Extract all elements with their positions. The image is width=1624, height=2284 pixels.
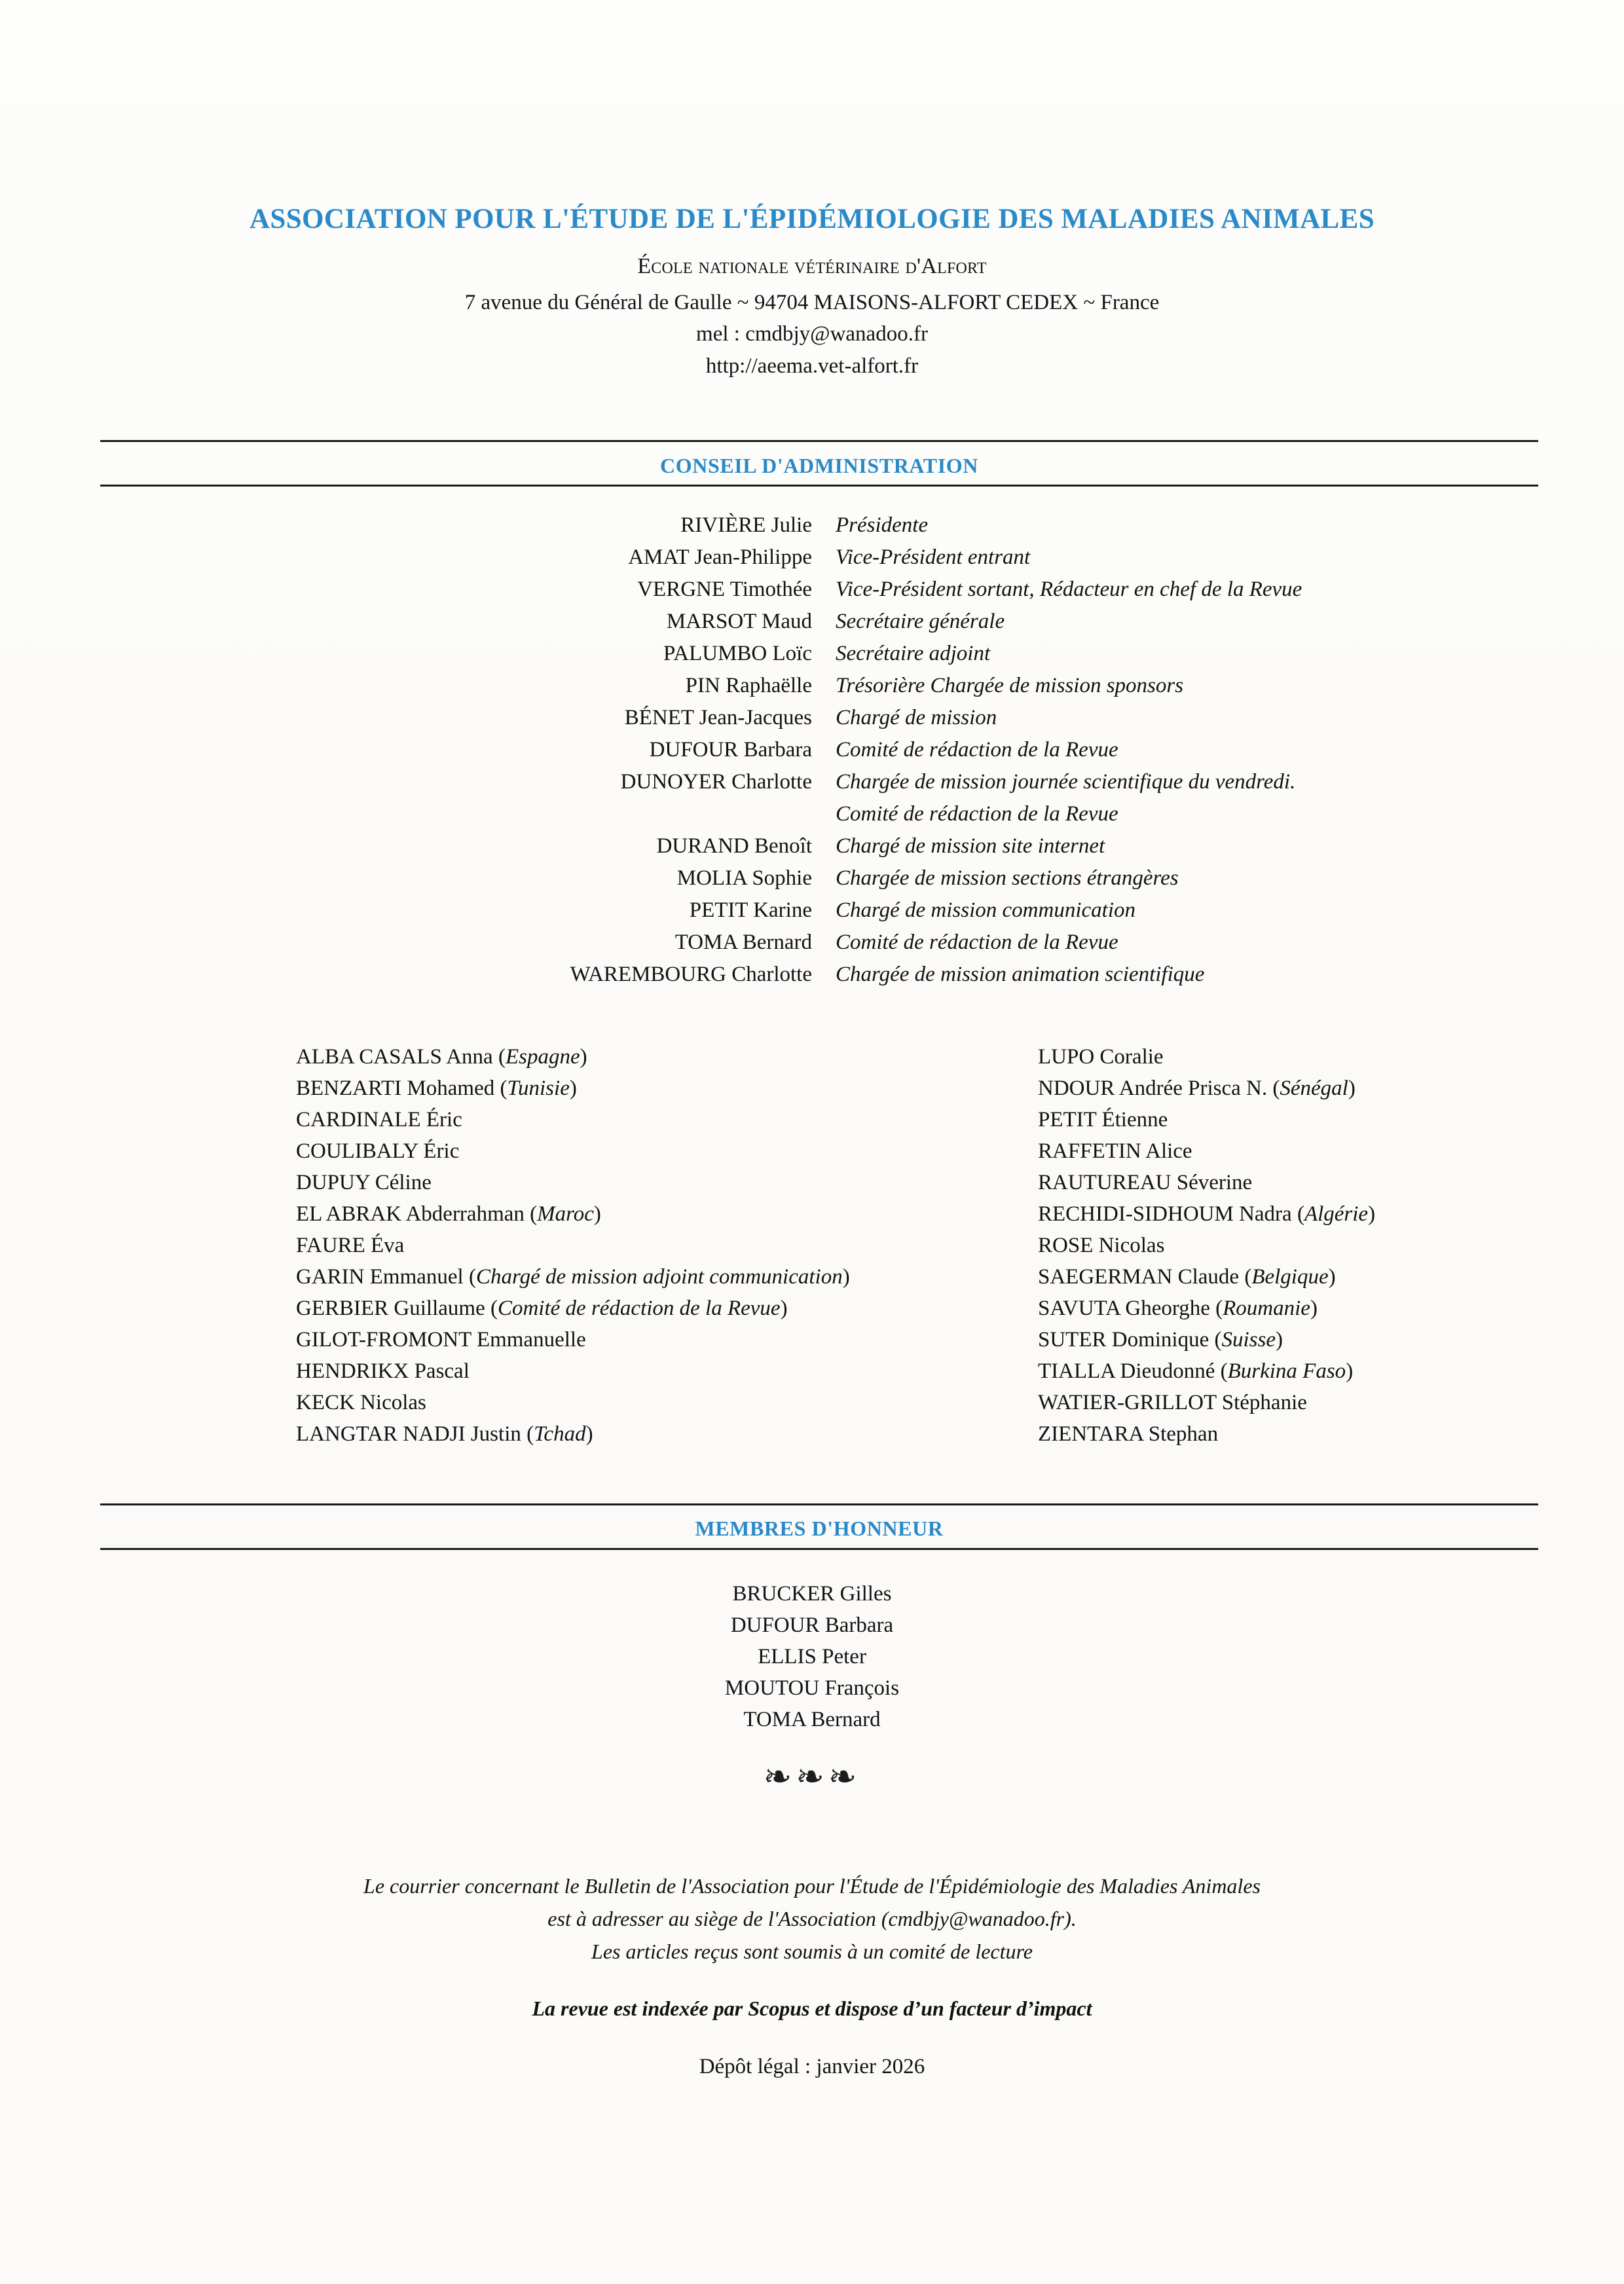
member-note: Espagne: [505, 1045, 580, 1069]
member-list-item: BENZARTI Mohamed (Tunisie): [296, 1077, 577, 1100]
board-member-role: Secrétaire générale: [836, 610, 1005, 633]
member-list-item: [1038, 1387, 1614, 1418]
board-member-name: PALUMBO Loïc: [663, 642, 812, 665]
board-member-role: Chargé de mission communication: [836, 898, 1135, 922]
board-member-name: AMAT Jean-Philippe: [628, 545, 812, 569]
member-list-item: GARIN Emmanuel (Chargé de mission adjoint communication): [296, 1265, 850, 1289]
honour-member-item: ELLIS Peter: [758, 1645, 866, 1668]
members-column-right: [1038, 1041, 1614, 1450]
board-member-role: Comité de rédaction de la Revue: [836, 738, 1118, 762]
member-name: CARDINALE Éric: [296, 1108, 462, 1132]
postal-address: 7 avenue du Général de Gaulle ~ 94704 MAISONS-ALFORT CEDEX ~ France: [464, 291, 1160, 314]
board-member-name: DUFOUR Barbara: [649, 738, 812, 762]
website-url[interactable]: http://aeema.vet-alfort.fr: [705, 354, 919, 378]
board-row: [0, 834, 1624, 866]
member-list-item: [1038, 1104, 1614, 1135]
honour-member-item: TOMA Bernard: [743, 1708, 881, 1731]
member-note: Suisse: [1221, 1328, 1276, 1352]
member-name: RAFFETIN Alice: [1038, 1139, 1192, 1163]
footer-note-line-2: est à adresser au siège de l'Association (cmdbjy@wanadoo.fr).: [547, 1907, 1077, 1930]
member-note: Tunisie: [507, 1077, 570, 1100]
member-list-item: [296, 1167, 1029, 1198]
school-name: École nationale vétérinaire d'Alfort: [637, 254, 987, 278]
organisation-title: ASSOCIATION POUR L'ÉTUDE DE L'ÉPIDÉMIOLOGIE DES MALADIES ANIMALES: [249, 204, 1375, 234]
member-list-item: [1038, 1167, 1614, 1198]
honour-rule-bottom: [100, 1548, 1538, 1550]
member-name: WATIER-GRILLOT Stéphanie: [1038, 1391, 1307, 1414]
footer-note-line-1: Le courrier concernant le Bulletin de l'Association pour l'Étude de l'Épidémiologie des Maladies Animales: [363, 1874, 1261, 1898]
member-list-item: [296, 1135, 1029, 1167]
member-list-item: [1038, 1135, 1614, 1167]
member-name: SAEGERMAN Claude: [1038, 1265, 1240, 1289]
member-name: GILOT-FROMONT Emmanuelle: [296, 1328, 586, 1352]
honour-rule-top: [100, 1503, 1538, 1505]
board-member-role: Comité de rédaction de la Revue: [836, 802, 1118, 826]
member-list-item: SAEGERMAN Claude (Belgique): [1038, 1265, 1336, 1289]
board-member-role: Vice-Président sortant, Rédacteur en chef de la Revue: [836, 578, 1302, 601]
board-member-name: MARSOT Maud: [666, 610, 812, 633]
board-member-name: PIN Raphaëlle: [685, 674, 812, 697]
board-member-name: BÉNET Jean-Jacques: [624, 706, 812, 729]
board-member-name: TOMA Bernard: [674, 930, 812, 954]
member-name: EL ABRAK Abderrahman: [296, 1202, 525, 1226]
member-list-item: EL ABRAK Abderrahman (Maroc): [296, 1202, 601, 1226]
member-list-item: SAVUTA Gheorghe (Roumanie): [1038, 1297, 1318, 1320]
board-member-role: Chargé de mission: [836, 706, 997, 729]
board-row: [0, 866, 1624, 898]
member-name: BENZARTI Mohamed: [296, 1077, 495, 1100]
member-list-item: [296, 1104, 1029, 1135]
member-name: GERBIER Guillaume: [296, 1297, 485, 1320]
member-list-item: NDOUR Andrée Prisca N. (Sénégal): [1038, 1077, 1356, 1100]
member-name: GARIN Emmanuel: [296, 1265, 464, 1289]
member-name: ZIENTARA Stephan: [1038, 1422, 1219, 1446]
board-row: [0, 706, 1624, 738]
member-list-item: [296, 1230, 1029, 1261]
member-list-item: [1038, 1230, 1614, 1261]
member-note: Burkina Faso: [1227, 1359, 1346, 1383]
member-list-item: GERBIER Guillaume (Comité de rédaction de la Revue): [296, 1297, 788, 1320]
board-member-role: Secrétaire adjoint: [836, 642, 991, 665]
board-row: [0, 770, 1624, 802]
honour-member-item: DUFOUR Barbara: [730, 1613, 894, 1637]
member-name: ROSE Nicolas: [1038, 1234, 1165, 1257]
board-rule-bottom: [100, 485, 1538, 487]
board-member-name: RIVIÈRE Julie: [680, 513, 812, 537]
board-member-name: WAREMBOURG Charlotte: [570, 963, 812, 986]
board-row: [0, 802, 1624, 834]
honour-members-list: [0, 1578, 1624, 1735]
board-member-name: DUNOYER Charlotte: [620, 770, 812, 794]
board-member-role: Chargé de mission site internet: [836, 834, 1105, 858]
member-name: TIALLA Dieudonné: [1038, 1359, 1215, 1383]
scopus-indexing-note: La revue est indexée par Scopus et dispose d’un facteur d’impact: [532, 1997, 1092, 2020]
member-name: COULIBALY Éric: [296, 1139, 460, 1163]
board-member-role: Présidente: [836, 513, 929, 537]
board-member-role: Comité de rédaction de la Revue: [836, 930, 1118, 954]
footer-note-line-3: Les articles reçus sont soumis à un comité de lecture: [591, 1940, 1033, 1963]
board-row: [0, 738, 1624, 770]
member-list-item: LANGTAR NADJI Justin (Tchad): [296, 1422, 593, 1446]
member-name: DUPUY Céline: [296, 1171, 432, 1194]
member-name: SUTER Dominique: [1038, 1328, 1209, 1352]
member-note: Sénégal: [1280, 1077, 1348, 1100]
member-name: RECHIDI-SIDHOUM Nadra: [1038, 1202, 1292, 1226]
email-line: mel : cmdbjy@wanadoo.fr: [696, 322, 928, 346]
member-note: Maroc: [537, 1202, 594, 1226]
legal-deposit: Dépôt légal : janvier 2026: [699, 2055, 925, 2078]
member-list-item: SUTER Dominique (Suisse): [1038, 1328, 1283, 1352]
member-name: SAVUTA Gheorghe: [1038, 1297, 1210, 1320]
board-member-role: Chargée de mission journée scientifique du vendredi.: [836, 770, 1296, 794]
honour-member-item: MOUTOU François: [724, 1676, 900, 1700]
board-row: [0, 642, 1624, 674]
member-note: Roumanie: [1223, 1297, 1310, 1320]
member-list-item: [1038, 1418, 1614, 1450]
ornament-divider: ❧❧❧: [763, 1758, 861, 1797]
board-row: [0, 963, 1624, 995]
board-row: [0, 898, 1624, 930]
members-column-left: [296, 1041, 1029, 1450]
honour-section-heading: MEMBRES D'HONNEUR: [695, 1517, 944, 1540]
member-name: KECK Nicolas: [296, 1391, 426, 1414]
board-member-role: Chargée de mission animation scientifique: [836, 963, 1205, 986]
board-row: [0, 578, 1624, 610]
board-row: [0, 930, 1624, 963]
member-list-item: [296, 1324, 1029, 1355]
board-member-role: Trésorière Chargée de mission sponsors: [836, 674, 1184, 697]
board-member-name: PETIT Karine: [689, 898, 812, 922]
member-name: HENDRIKX Pascal: [296, 1359, 470, 1383]
member-name: LUPO Coralie: [1038, 1045, 1164, 1069]
member-name: LANGTAR NADJI Justin: [296, 1422, 521, 1446]
member-note: Chargé de mission adjoint communication: [475, 1265, 843, 1289]
member-name: PETIT Étienne: [1038, 1108, 1168, 1132]
member-list-item: ALBA CASALS Anna (Espagne): [296, 1045, 587, 1069]
member-list-item: [1038, 1041, 1614, 1073]
board-member-role: Vice-Président entrant: [836, 545, 1031, 569]
board-member-name: DURAND Benoît: [656, 834, 812, 858]
board-member-name: MOLIA Sophie: [676, 866, 812, 890]
member-name: NDOUR Andrée Prisca N.: [1038, 1077, 1268, 1100]
member-list-item: [296, 1387, 1029, 1418]
member-name: ALBA CASALS Anna: [296, 1045, 493, 1069]
board-member-name: VERGNE Timothée: [637, 578, 812, 601]
honour-member-item: BRUCKER Gilles: [732, 1582, 892, 1606]
member-note: Algérie: [1304, 1202, 1369, 1226]
member-list-item: [296, 1355, 1029, 1387]
member-note: Belgique: [1251, 1265, 1329, 1289]
board-roster: [0, 513, 1624, 995]
board-member-role: Chargée de mission sections étrangères: [836, 866, 1179, 890]
member-note: Tchad: [534, 1422, 586, 1446]
member-list-item: RECHIDI-SIDHOUM Nadra (Algérie): [1038, 1202, 1376, 1226]
member-list-item: TIALLA Dieudonné (Burkina Faso): [1038, 1359, 1354, 1383]
board-row: [0, 545, 1624, 578]
board-section-heading: CONSEIL D'ADMINISTRATION: [660, 454, 978, 477]
member-note: Comité de rédaction de la Revue: [497, 1297, 781, 1320]
board-row: [0, 513, 1624, 545]
board-rule-top: [100, 440, 1538, 442]
board-row: [0, 674, 1624, 706]
member-name: FAURE Éva: [296, 1234, 405, 1257]
member-name: RAUTUREAU Séverine: [1038, 1171, 1253, 1194]
board-row: [0, 610, 1624, 642]
